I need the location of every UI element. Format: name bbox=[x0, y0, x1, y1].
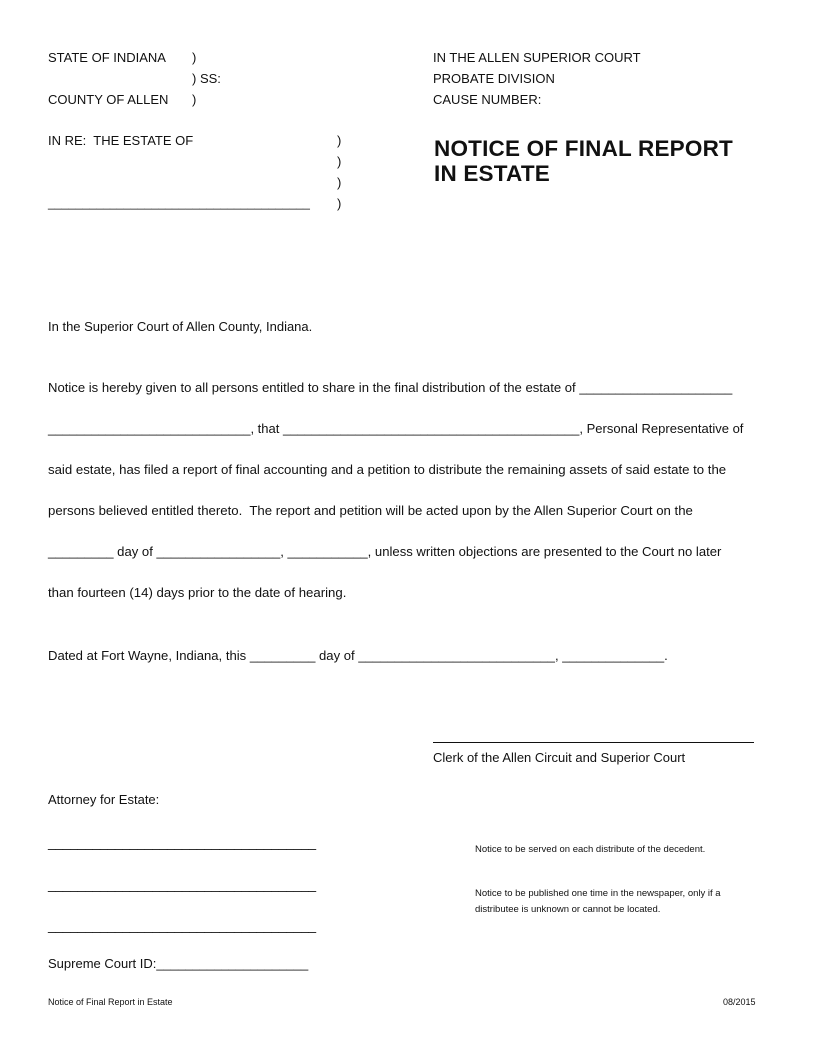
division-name: PROBATE DIVISION bbox=[433, 71, 555, 86]
document-title-line-1: NOTICE OF FINAL REPORT bbox=[434, 136, 733, 161]
publication-note-line-1: Notice to be published one time in the newspaper, only if a bbox=[475, 888, 721, 899]
header-paren: ) bbox=[192, 50, 197, 65]
dated-line: Dated at Fort Wayne, Indiana, this _________ day of ___________________________, ______________. bbox=[48, 648, 668, 663]
notice-line: than fourteen (14) days prior to the date of hearing. bbox=[48, 585, 347, 600]
attorney-blank-line: ____________________________________ bbox=[48, 877, 317, 892]
clerk-title: Clerk of the Allen Circuit and Superior Court bbox=[433, 750, 686, 765]
state-label: STATE OF INDIANA bbox=[48, 50, 166, 65]
notice-line: Notice is hereby given to all persons entitled to share in the final distribution of the estate of _____________________ bbox=[48, 380, 733, 395]
estate-name-blank: ______________________________________ bbox=[48, 196, 310, 210]
ss-label: ) SS: bbox=[192, 71, 221, 86]
supreme-court-id: Supreme Court ID:_____________________ bbox=[48, 956, 309, 971]
caption-paren: ) bbox=[337, 154, 342, 169]
court-statement: In the Superior Court of Allen County, Indiana. bbox=[48, 319, 313, 334]
in-re-label: IN RE: THE ESTATE OF bbox=[48, 133, 194, 148]
clerk-signature-line bbox=[433, 742, 754, 743]
caption-paren: ) bbox=[337, 175, 342, 190]
notice-line: persons believed entitled thereto. The report and petition will be acted upon by the Allen Superior Court on the bbox=[48, 503, 693, 518]
caption-paren: ) bbox=[337, 196, 342, 211]
court-name: IN THE ALLEN SUPERIOR COURT bbox=[433, 50, 641, 65]
cause-number-label: CAUSE NUMBER: bbox=[433, 92, 542, 107]
publication-note-line-2: distributee is unknown or cannot be located. bbox=[475, 904, 661, 915]
attorney-label: Attorney for Estate: bbox=[48, 792, 160, 807]
attorney-blank-line: ____________________________________ bbox=[48, 835, 317, 850]
footer-form-name: Notice of Final Report in Estate bbox=[48, 997, 173, 1007]
notice-line: said estate, has filed a report of final accounting and a petition to distribute the remaining assets of said estate to the bbox=[48, 462, 727, 477]
notice-line: _________ day of _________________, ___________, unless written objections are presented to the Court no later bbox=[48, 544, 722, 559]
notice-line: ____________________________, that _________________________________________, Personal Representative of bbox=[48, 421, 744, 436]
attorney-blank-line: ____________________________________ bbox=[48, 918, 317, 933]
header-paren: ) bbox=[192, 92, 197, 107]
county-label: COUNTY OF ALLEN bbox=[48, 92, 169, 107]
footer-revision: 08/2015 bbox=[723, 997, 756, 1007]
document-title-line-2: IN ESTATE bbox=[434, 161, 550, 186]
caption-paren: ) bbox=[337, 133, 342, 148]
service-note: Notice to be served on each distribute of the decedent. bbox=[475, 844, 706, 855]
